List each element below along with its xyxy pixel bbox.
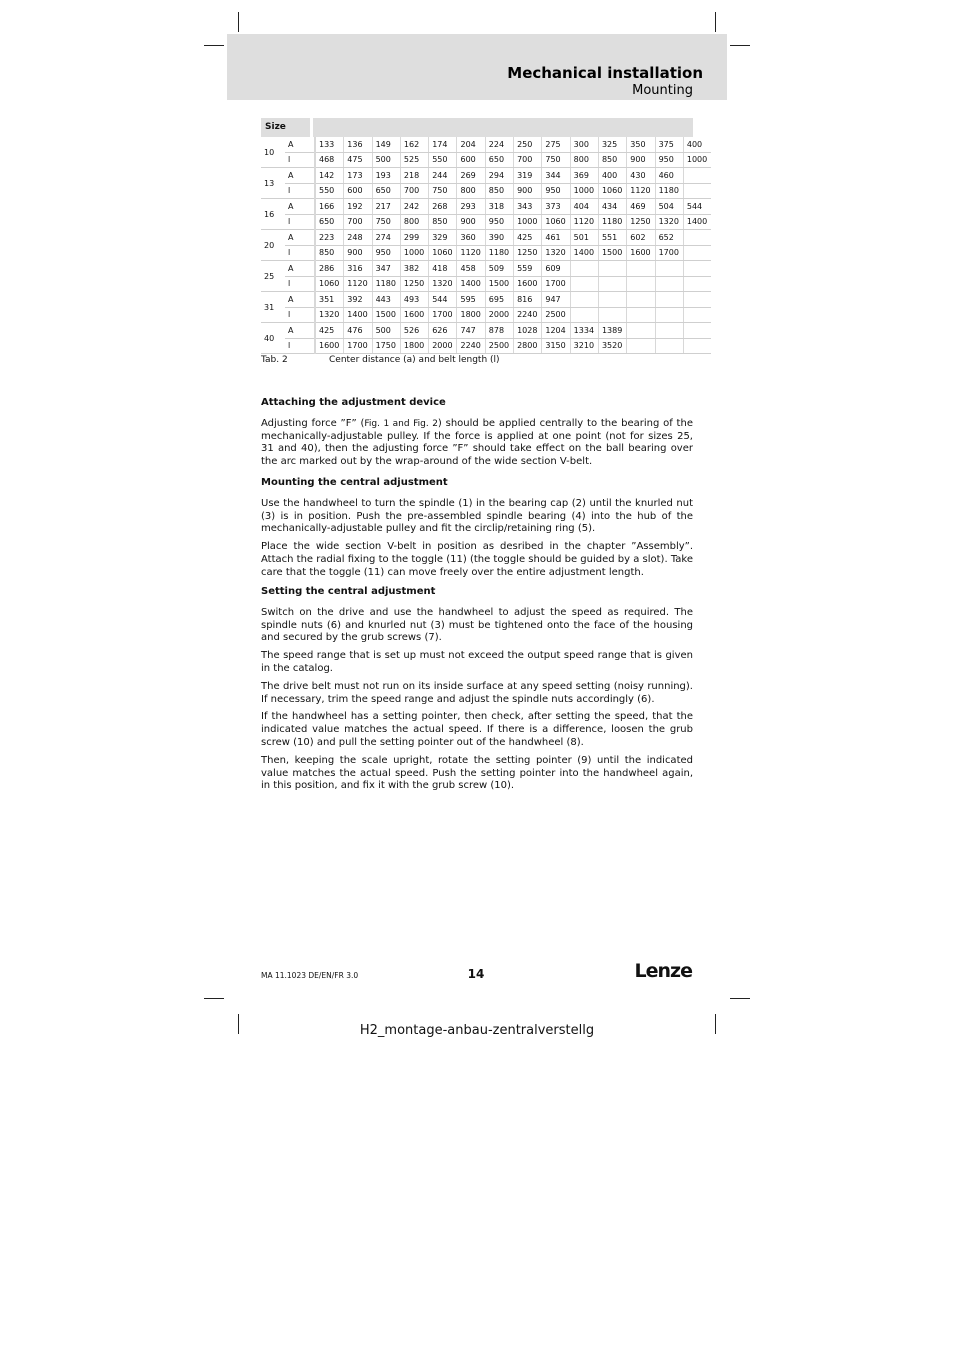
table-cell: 500 bbox=[372, 152, 400, 168]
table-cell: 1700 bbox=[655, 245, 683, 261]
table-cell: 2000 bbox=[485, 307, 513, 323]
table-cell: 695 bbox=[485, 292, 513, 308]
table-cell bbox=[655, 338, 683, 354]
table-cell: 1750 bbox=[372, 338, 400, 354]
table-cell: 316 bbox=[344, 261, 372, 277]
table-cell: 1400 bbox=[344, 307, 372, 323]
table-cell: 652 bbox=[655, 230, 683, 246]
table-cell: 1000 bbox=[514, 214, 542, 230]
size-cell: 13 bbox=[261, 168, 285, 199]
paragraph: The drive belt must not run on its inside surface at any speed setting (noisy running). If necessary, trim the speed range and adjust the spindle nuts accordingly (6). bbox=[261, 680, 693, 705]
crop-mark bbox=[715, 12, 716, 32]
table-cell: 162 bbox=[400, 137, 428, 152]
table-cell: 142 bbox=[315, 168, 344, 184]
table-cell: 430 bbox=[627, 168, 655, 184]
table-cell bbox=[627, 338, 655, 354]
table-row bbox=[261, 323, 711, 339]
table-cell bbox=[655, 292, 683, 308]
table-cell: 1204 bbox=[542, 323, 570, 339]
table-cell: 1060 bbox=[315, 276, 344, 292]
table-cell: 458 bbox=[457, 261, 485, 277]
table-cell: 1600 bbox=[400, 307, 428, 323]
table-row bbox=[261, 292, 711, 308]
table-cell bbox=[570, 276, 598, 292]
table-cell: 319 bbox=[514, 168, 542, 184]
table-cell: 1250 bbox=[627, 214, 655, 230]
table-header-values-bg bbox=[313, 118, 693, 137]
table-cell: 550 bbox=[429, 152, 457, 168]
table-cell: 469 bbox=[627, 199, 655, 215]
table-cell: 269 bbox=[457, 168, 485, 184]
table-cell: 404 bbox=[570, 199, 598, 215]
table-cell bbox=[570, 307, 598, 323]
table-cell: 1334 bbox=[570, 323, 598, 339]
table-cell: 1600 bbox=[514, 276, 542, 292]
table-cell: 900 bbox=[344, 245, 372, 261]
table-cell bbox=[683, 230, 711, 246]
table-cell: 509 bbox=[485, 261, 513, 277]
document-id: MA 11.1023 DE/EN/FR 3.0 bbox=[261, 971, 359, 980]
table-row bbox=[261, 183, 711, 199]
table-row bbox=[261, 199, 711, 215]
table-caption-label: Tab. 2 bbox=[261, 355, 288, 365]
crop-mark bbox=[730, 998, 750, 999]
table-cell: 493 bbox=[400, 292, 428, 308]
table-header-size: Size bbox=[265, 122, 286, 132]
size-cell: 25 bbox=[261, 261, 285, 292]
table-cell: 1320 bbox=[542, 245, 570, 261]
table-cell: 550 bbox=[315, 183, 344, 199]
size-cell: 10 bbox=[261, 137, 285, 168]
row-letter: A bbox=[285, 199, 315, 215]
section-setting bbox=[261, 586, 693, 798]
table-cell: 223 bbox=[315, 230, 344, 246]
table-cell: 816 bbox=[514, 292, 542, 308]
table-cell: 224 bbox=[485, 137, 513, 152]
table-cell: 390 bbox=[485, 230, 513, 246]
table-cell: 2500 bbox=[485, 338, 513, 354]
paragraph: Switch on the drive and use the handwheel to adjust the speed as required. The spindle nuts (6) and knurled nut (3) must be tightened onto the face of the housing and secured by the grub screws (7). bbox=[261, 606, 693, 644]
table-cell bbox=[683, 338, 711, 354]
paragraph: The speed range that is set up must not exceed the output speed range that is given in the catalog. bbox=[261, 650, 693, 674]
table-cell: 318 bbox=[485, 199, 513, 215]
page-number: 14 bbox=[467, 967, 485, 981]
paragraph: If the handwheel has a setting pointer, then check, after setting the speed, that the indicated value matches the actual speed. If there is a difference, loosen the grub screw (10) and pull the setting pointer out of the handwheel (8). bbox=[261, 711, 693, 748]
table-caption-text: Center distance (a) and belt length (l) bbox=[329, 355, 500, 365]
table-cell: 1250 bbox=[514, 245, 542, 261]
row-letter: A bbox=[285, 230, 315, 246]
table-cell bbox=[683, 168, 711, 184]
section-heading: Mounting the central adjustment bbox=[261, 477, 448, 488]
table-row bbox=[261, 230, 711, 246]
table-cell: 850 bbox=[315, 245, 344, 261]
table-cell: 525 bbox=[400, 152, 428, 168]
table-cell: 166 bbox=[315, 199, 344, 215]
table-cell: 344 bbox=[542, 168, 570, 184]
table-cell: 950 bbox=[542, 183, 570, 199]
table-cell: 1800 bbox=[457, 307, 485, 323]
table-cell bbox=[627, 307, 655, 323]
table-cell: 595 bbox=[457, 292, 485, 308]
table-cell: 418 bbox=[429, 261, 457, 277]
table-cell: 526 bbox=[400, 323, 428, 339]
table-cell: 900 bbox=[627, 152, 655, 168]
table-cell: 700 bbox=[344, 214, 372, 230]
table-cell bbox=[570, 261, 598, 277]
row-letter: l bbox=[285, 276, 315, 292]
table-cell: 1400 bbox=[683, 214, 711, 230]
row-letter: l bbox=[285, 338, 315, 354]
file-label: H2_montage-anbau-zentralverstellg bbox=[359, 1023, 595, 1038]
figure-reference: Fig. 1 and Fig. 2 bbox=[364, 418, 438, 429]
table-cell: 700 bbox=[514, 152, 542, 168]
section-heading: Setting the central adjustment bbox=[261, 586, 436, 597]
table-cell: 3150 bbox=[542, 338, 570, 354]
table-cell: 750 bbox=[542, 152, 570, 168]
table-cell: 299 bbox=[400, 230, 428, 246]
lenze-logo: Lenze bbox=[634, 960, 692, 982]
table-row bbox=[261, 276, 711, 292]
table-cell: 800 bbox=[570, 152, 598, 168]
table-cell: 1120 bbox=[457, 245, 485, 261]
paragraph: Adjusting force ”F” (Fig. 1 and Fig. 2) should be applied centrally to the bearing of the mechanically-adjustable pulley. If the force is applied at one point (not for sizes 25, 31 and 40), then the adjusting force ”F” should take effect on the ball bearing over the arc marked out by the wrap-around of the wide section V-belt. bbox=[261, 417, 693, 468]
table-cell: 1500 bbox=[598, 245, 626, 261]
table-cell: 325 bbox=[598, 137, 626, 152]
table-cell: 1600 bbox=[627, 245, 655, 261]
table-cell: 900 bbox=[457, 214, 485, 230]
table-cell: 544 bbox=[683, 199, 711, 215]
table-cell: 850 bbox=[429, 214, 457, 230]
table-cell: 750 bbox=[372, 214, 400, 230]
table-row bbox=[261, 338, 711, 354]
section-heading: Attaching the adjustment device bbox=[261, 397, 446, 408]
section-mounting bbox=[261, 477, 693, 585]
page-subtitle: Mounting bbox=[632, 83, 693, 98]
paragraph: Use the handwheel to turn the spindle (1) in the bearing cap (2) until the knurled nut (3) is in position. Push the pre-assembled spindle bearing (4) into the hub of the mechanically-adjustable pulley and fit the circlip/retaining ring (5). bbox=[261, 497, 693, 535]
table-cell: 1000 bbox=[570, 183, 598, 199]
table-cell: 461 bbox=[542, 230, 570, 246]
table-cell: 475 bbox=[344, 152, 372, 168]
crop-mark bbox=[204, 45, 224, 46]
row-letter: l bbox=[285, 214, 315, 230]
table-cell: 950 bbox=[372, 245, 400, 261]
table-cell: 425 bbox=[315, 323, 344, 339]
table-cell: 248 bbox=[344, 230, 372, 246]
table-cell: 1400 bbox=[457, 276, 485, 292]
table-cell: 600 bbox=[344, 183, 372, 199]
table-cell: 2240 bbox=[514, 307, 542, 323]
table-cell: 500 bbox=[372, 323, 400, 339]
table-cell: 1000 bbox=[683, 152, 711, 168]
table-cell: 2000 bbox=[429, 338, 457, 354]
crop-mark bbox=[715, 1014, 716, 1034]
center-distance-table bbox=[261, 137, 711, 354]
table-cell: 1700 bbox=[344, 338, 372, 354]
size-cell: 31 bbox=[261, 292, 285, 323]
table-cell: 2500 bbox=[542, 307, 570, 323]
table-cell: 382 bbox=[400, 261, 428, 277]
table-cell: 293 bbox=[457, 199, 485, 215]
table-cell: 286 bbox=[315, 261, 344, 277]
table-cell: 300 bbox=[570, 137, 598, 152]
table-cell: 192 bbox=[344, 199, 372, 215]
crop-mark bbox=[730, 45, 750, 46]
table-cell: 1600 bbox=[315, 338, 344, 354]
table-cell: 1389 bbox=[598, 323, 626, 339]
table-cell: 217 bbox=[372, 199, 400, 215]
table-cell: 1060 bbox=[598, 183, 626, 199]
row-letter: A bbox=[285, 168, 315, 184]
table-cell: 1320 bbox=[315, 307, 344, 323]
size-cell: 20 bbox=[261, 230, 285, 261]
size-cell: 40 bbox=[261, 323, 285, 354]
table-cell: 174 bbox=[429, 137, 457, 152]
table-cell: 2240 bbox=[457, 338, 485, 354]
table-cell: 1180 bbox=[372, 276, 400, 292]
table-cell bbox=[655, 323, 683, 339]
table-cell: 149 bbox=[372, 137, 400, 152]
table-cell: 1400 bbox=[570, 245, 598, 261]
table-cell: 351 bbox=[315, 292, 344, 308]
table-cell: 294 bbox=[485, 168, 513, 184]
table-cell: 218 bbox=[400, 168, 428, 184]
table-row bbox=[261, 307, 711, 323]
section-attaching bbox=[261, 397, 693, 474]
table-cell: 650 bbox=[372, 183, 400, 199]
table-cell: 1180 bbox=[598, 214, 626, 230]
table-cell: 193 bbox=[372, 168, 400, 184]
table-cell: 275 bbox=[542, 137, 570, 152]
table-cell: 747 bbox=[457, 323, 485, 339]
table-cell: 878 bbox=[485, 323, 513, 339]
table-cell: 173 bbox=[344, 168, 372, 184]
table-cell: 1180 bbox=[485, 245, 513, 261]
table-cell: 602 bbox=[627, 230, 655, 246]
table-cell: 373 bbox=[542, 199, 570, 215]
table-cell: 1250 bbox=[400, 276, 428, 292]
table-cell: 600 bbox=[457, 152, 485, 168]
table-cell bbox=[655, 307, 683, 323]
table-cell bbox=[598, 307, 626, 323]
crop-mark bbox=[238, 12, 239, 32]
table-cell bbox=[683, 307, 711, 323]
table-cell: 504 bbox=[655, 199, 683, 215]
table-cell bbox=[683, 292, 711, 308]
table-cell: 460 bbox=[655, 168, 683, 184]
table-cell: 476 bbox=[344, 323, 372, 339]
row-letter: l bbox=[285, 245, 315, 261]
table-cell bbox=[683, 245, 711, 261]
table-cell bbox=[683, 276, 711, 292]
table-cell: 133 bbox=[315, 137, 344, 152]
table-cell: 947 bbox=[542, 292, 570, 308]
row-letter: A bbox=[285, 261, 315, 277]
row-letter: A bbox=[285, 137, 315, 152]
table-cell: 1800 bbox=[400, 338, 428, 354]
table-cell: 1180 bbox=[655, 183, 683, 199]
table-cell: 443 bbox=[372, 292, 400, 308]
table-cell bbox=[570, 292, 598, 308]
table-cell: 1320 bbox=[429, 276, 457, 292]
table-cell: 360 bbox=[457, 230, 485, 246]
table-cell: 650 bbox=[485, 152, 513, 168]
table-cell: 1500 bbox=[372, 307, 400, 323]
table-cell: 250 bbox=[514, 137, 542, 152]
table-cell: 750 bbox=[429, 183, 457, 199]
size-cell: 16 bbox=[261, 199, 285, 230]
paragraph: Place the wide section V-belt in position as desribed in the chapter ”Assembly”. Attach the radial fixing to the toggle (11) (the toggle should be guided by a slot). Take care that the toggle (11) can move freely over the entire adjustment length. bbox=[261, 541, 693, 578]
row-letter: A bbox=[285, 292, 315, 308]
table-cell: 1120 bbox=[627, 183, 655, 199]
table-cell: 3520 bbox=[598, 338, 626, 354]
table-cell: 950 bbox=[655, 152, 683, 168]
row-letter: l bbox=[285, 183, 315, 199]
table-cell: 268 bbox=[429, 199, 457, 215]
row-letter: l bbox=[285, 307, 315, 323]
table-cell: 559 bbox=[514, 261, 542, 277]
table-cell: 375 bbox=[655, 137, 683, 152]
table-cell: 1000 bbox=[400, 245, 428, 261]
table-cell: 350 bbox=[627, 137, 655, 152]
table-row bbox=[261, 137, 711, 152]
table-cell: 329 bbox=[429, 230, 457, 246]
table-cell: 343 bbox=[514, 199, 542, 215]
table-cell bbox=[683, 183, 711, 199]
table-row bbox=[261, 261, 711, 277]
table-cell: 1320 bbox=[655, 214, 683, 230]
crop-mark bbox=[238, 1014, 239, 1034]
table-cell: 950 bbox=[485, 214, 513, 230]
table-cell: 2800 bbox=[514, 338, 542, 354]
table-cell: 800 bbox=[457, 183, 485, 199]
page-title: Mechanical installation bbox=[507, 64, 703, 82]
table-cell bbox=[627, 323, 655, 339]
table-cell bbox=[598, 261, 626, 277]
crop-mark bbox=[204, 998, 224, 999]
table-cell: 609 bbox=[542, 261, 570, 277]
table-row bbox=[261, 152, 711, 168]
table-cell: 501 bbox=[570, 230, 598, 246]
table-cell: 3210 bbox=[570, 338, 598, 354]
table-cell: 244 bbox=[429, 168, 457, 184]
table-cell: 900 bbox=[514, 183, 542, 199]
table-cell bbox=[683, 323, 711, 339]
table-cell: 1060 bbox=[542, 214, 570, 230]
table-cell: 1500 bbox=[485, 276, 513, 292]
table-cell: 392 bbox=[344, 292, 372, 308]
table-cell: 204 bbox=[457, 137, 485, 152]
table-cell bbox=[683, 261, 711, 277]
table-cell: 369 bbox=[570, 168, 598, 184]
table-cell: 400 bbox=[598, 168, 626, 184]
table-row bbox=[261, 168, 711, 184]
table-cell bbox=[627, 261, 655, 277]
table-cell: 544 bbox=[429, 292, 457, 308]
table-cell bbox=[627, 276, 655, 292]
table-cell: 136 bbox=[344, 137, 372, 152]
table-cell: 650 bbox=[315, 214, 344, 230]
table-row bbox=[261, 245, 711, 261]
table-cell bbox=[655, 261, 683, 277]
table-cell bbox=[598, 276, 626, 292]
table-cell: 1120 bbox=[570, 214, 598, 230]
table-cell: 1120 bbox=[344, 276, 372, 292]
table-row bbox=[261, 214, 711, 230]
table-cell: 425 bbox=[514, 230, 542, 246]
table-cell: 1060 bbox=[429, 245, 457, 261]
table-cell bbox=[598, 292, 626, 308]
table-cell: 347 bbox=[372, 261, 400, 277]
table-cell: 1028 bbox=[514, 323, 542, 339]
table-cell bbox=[655, 276, 683, 292]
table-cell bbox=[627, 292, 655, 308]
table-cell: 400 bbox=[683, 137, 711, 152]
row-letter: l bbox=[285, 152, 315, 168]
table-cell: 1700 bbox=[542, 276, 570, 292]
table-cell: 274 bbox=[372, 230, 400, 246]
table-cell: 626 bbox=[429, 323, 457, 339]
table-cell: 850 bbox=[598, 152, 626, 168]
table-cell: 551 bbox=[598, 230, 626, 246]
row-letter: A bbox=[285, 323, 315, 339]
table-cell: 242 bbox=[400, 199, 428, 215]
table-cell: 434 bbox=[598, 199, 626, 215]
table-cell: 700 bbox=[400, 183, 428, 199]
table-cell: 850 bbox=[485, 183, 513, 199]
table-cell: 468 bbox=[315, 152, 344, 168]
paragraph: Then, keeping the scale upright, rotate the setting pointer (9) until the indicated value matches the actual speed. Push the setting pointer into the handwheel again, in this position, and fix it with the grub screw (10). bbox=[261, 754, 693, 792]
table-cell: 1700 bbox=[429, 307, 457, 323]
table-cell: 800 bbox=[400, 214, 428, 230]
